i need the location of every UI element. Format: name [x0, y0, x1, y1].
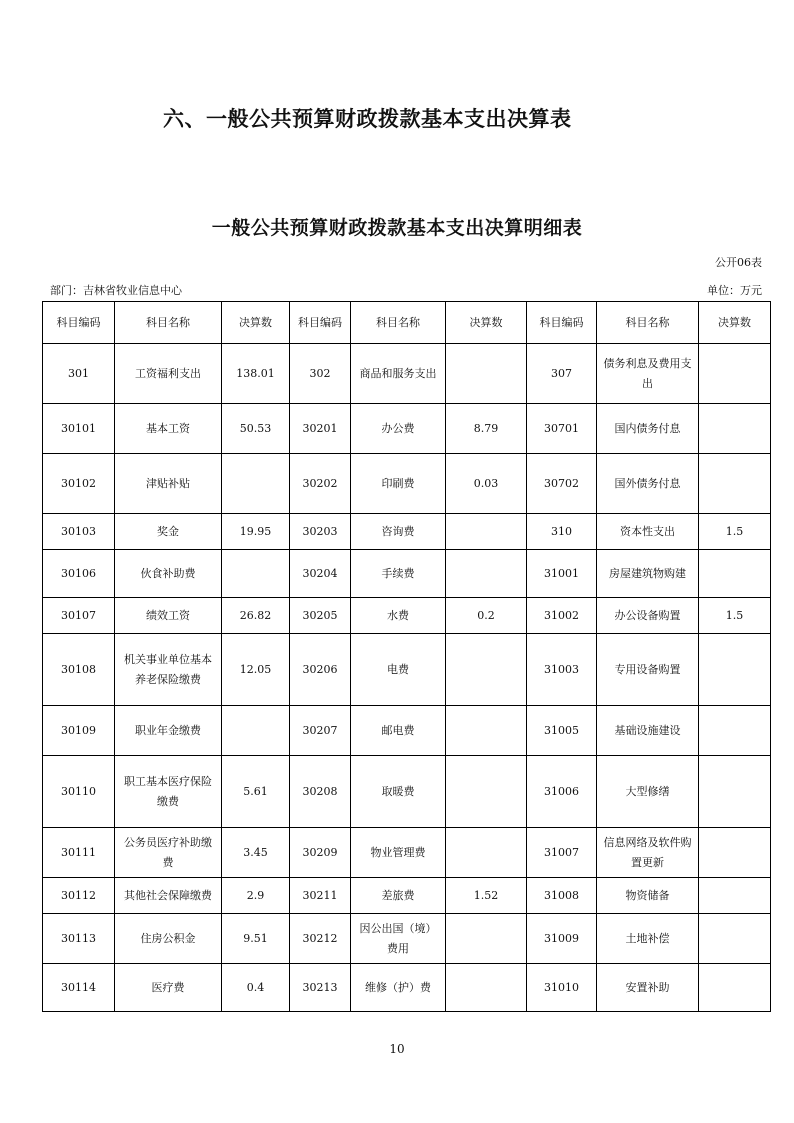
amount-cell: [699, 634, 771, 706]
column-header: 科目名称: [115, 302, 222, 344]
amount-cell: [699, 706, 771, 756]
code-cell: 30103: [43, 514, 115, 550]
code-cell: 30109: [43, 706, 115, 756]
amount-cell: 2.9: [222, 878, 290, 914]
name-cell: 手续费: [351, 550, 446, 598]
name-cell: 办公费: [351, 404, 446, 454]
code-cell: 30205: [290, 598, 351, 634]
name-cell: 差旅费: [351, 878, 446, 914]
code-cell: 31002: [527, 598, 597, 634]
table-row: [43, 344, 771, 404]
unit-label: 单位：万元: [707, 284, 762, 297]
name-cell: 住房公积金: [115, 914, 222, 964]
name-cell: 职工基本医疗保险缴费: [115, 756, 222, 828]
name-cell: 基本工资: [115, 404, 222, 454]
department-label: 部门：吉林省牧业信息中心: [50, 284, 182, 297]
name-cell: 信息网络及软件购置更新: [597, 828, 699, 878]
table-title: 一般公共预算财政拨款基本支出决算明细表: [211, 217, 583, 239]
code-cell: 31001: [527, 550, 597, 598]
name-cell: 咨询费: [351, 514, 446, 550]
name-cell: 因公出国（境）费用: [351, 914, 446, 964]
name-cell: 专用设备购置: [597, 634, 699, 706]
amount-cell: [446, 344, 527, 404]
name-cell: 维修（护）费: [351, 964, 446, 1012]
code-cell: 31010: [527, 964, 597, 1012]
code-cell: 30202: [290, 454, 351, 514]
name-cell: 工资福利支出: [115, 344, 222, 404]
column-header: 决算数: [222, 302, 290, 344]
name-cell: 公务员医疗补助缴费: [115, 828, 222, 878]
name-cell: 房屋建筑物购建: [597, 550, 699, 598]
code-cell: 31007: [527, 828, 597, 878]
table-row: [43, 514, 771, 550]
name-cell: 电费: [351, 634, 446, 706]
amount-cell: 138.01: [222, 344, 290, 404]
code-cell: 302: [290, 344, 351, 404]
table-row: [43, 756, 771, 828]
amount-cell: 26.82: [222, 598, 290, 634]
name-cell: 机关事业单位基本养老保险缴费: [115, 634, 222, 706]
name-cell: 安置补助: [597, 964, 699, 1012]
table-row: [43, 634, 771, 706]
amount-cell: 0.03: [446, 454, 527, 514]
table-row: [43, 828, 771, 878]
name-cell: 津贴补贴: [115, 454, 222, 514]
name-cell: 办公设备购置: [597, 598, 699, 634]
name-cell: 资本性支出: [597, 514, 699, 550]
name-cell: 大型修缮: [597, 756, 699, 828]
amount-cell: 1.5: [699, 514, 771, 550]
code-cell: 30701: [527, 404, 597, 454]
code-cell: 30114: [43, 964, 115, 1012]
code-cell: 30211: [290, 878, 351, 914]
name-cell: 伙食补助费: [115, 550, 222, 598]
amount-cell: [222, 706, 290, 756]
amount-cell: 50.53: [222, 404, 290, 454]
name-cell: 商品和服务支出: [351, 344, 446, 404]
code-cell: 310: [527, 514, 597, 550]
amount-cell: 9.51: [222, 914, 290, 964]
budget-table: [42, 301, 771, 1012]
table-row: [43, 550, 771, 598]
table-row: [43, 404, 771, 454]
column-header: 决算数: [446, 302, 527, 344]
table-header-row: [43, 302, 771, 344]
amount-cell: [699, 404, 771, 454]
amount-cell: 1.52: [446, 878, 527, 914]
code-cell: 30107: [43, 598, 115, 634]
amount-cell: 5.61: [222, 756, 290, 828]
name-cell: 国外债务付息: [597, 454, 699, 514]
column-header: 科目编码: [43, 302, 115, 344]
amount-cell: [446, 828, 527, 878]
name-cell: 其他社会保障缴费: [115, 878, 222, 914]
name-cell: 水费: [351, 598, 446, 634]
code-cell: 30108: [43, 634, 115, 706]
table-row: [43, 706, 771, 756]
amount-cell: 3.45: [222, 828, 290, 878]
amount-cell: [699, 344, 771, 404]
amount-cell: [446, 914, 527, 964]
code-cell: 307: [527, 344, 597, 404]
amount-cell: 12.05: [222, 634, 290, 706]
amount-cell: [446, 514, 527, 550]
table-row: [43, 598, 771, 634]
name-cell: 物资储备: [597, 878, 699, 914]
name-cell: 基础设施建设: [597, 706, 699, 756]
amount-cell: [222, 454, 290, 514]
amount-cell: [446, 634, 527, 706]
page-title: 六、一般公共预算财政拨款基本支出决算表: [163, 107, 572, 131]
code-cell: 30212: [290, 914, 351, 964]
amount-cell: [699, 914, 771, 964]
code-cell: 30702: [527, 454, 597, 514]
column-header: 科目名称: [597, 302, 699, 344]
code-cell: 30113: [43, 914, 115, 964]
amount-cell: [446, 706, 527, 756]
code-cell: 30207: [290, 706, 351, 756]
name-cell: 国内债务付息: [597, 404, 699, 454]
code-cell: 30201: [290, 404, 351, 454]
name-cell: 奖金: [115, 514, 222, 550]
code-cell: 30101: [43, 404, 115, 454]
name-cell: 邮电费: [351, 706, 446, 756]
code-cell: 30203: [290, 514, 351, 550]
name-cell: 医疗费: [115, 964, 222, 1012]
amount-cell: 0.4: [222, 964, 290, 1012]
code-cell: 30111: [43, 828, 115, 878]
code-cell: 30102: [43, 454, 115, 514]
amount-cell: 0.2: [446, 598, 527, 634]
amount-cell: 8.79: [446, 404, 527, 454]
amount-cell: 1.5: [699, 598, 771, 634]
code-cell: 30213: [290, 964, 351, 1012]
code-cell: 30110: [43, 756, 115, 828]
code-cell: 31008: [527, 878, 597, 914]
code-cell: 31003: [527, 634, 597, 706]
table-row: [43, 964, 771, 1012]
column-header: 科目编码: [527, 302, 597, 344]
name-cell: 债务利息及费用支出: [597, 344, 699, 404]
code-cell: 30206: [290, 634, 351, 706]
code-cell: 30204: [290, 550, 351, 598]
amount-cell: [699, 964, 771, 1012]
page-number: 10: [389, 1042, 405, 1056]
table-row: [43, 878, 771, 914]
code-cell: 31006: [527, 756, 597, 828]
amount-cell: 19.95: [222, 514, 290, 550]
code-cell: 30208: [290, 756, 351, 828]
name-cell: 职业年金缴费: [115, 706, 222, 756]
code-cell: 30209: [290, 828, 351, 878]
amount-cell: [446, 550, 527, 598]
code-cell: 30106: [43, 550, 115, 598]
amount-cell: [699, 878, 771, 914]
amount-cell: [699, 454, 771, 514]
amount-cell: [699, 756, 771, 828]
amount-cell: [222, 550, 290, 598]
amount-cell: [699, 550, 771, 598]
column-header: 科目编码: [290, 302, 351, 344]
column-header: 科目名称: [351, 302, 446, 344]
form-number: 公开06表: [715, 256, 762, 269]
code-cell: 31009: [527, 914, 597, 964]
amount-cell: [446, 756, 527, 828]
name-cell: 物业管理费: [351, 828, 446, 878]
code-cell: 30112: [43, 878, 115, 914]
name-cell: 绩效工资: [115, 598, 222, 634]
column-header: 决算数: [699, 302, 771, 344]
code-cell: 301: [43, 344, 115, 404]
code-cell: 31005: [527, 706, 597, 756]
amount-cell: [446, 964, 527, 1012]
name-cell: 土地补偿: [597, 914, 699, 964]
table-row: [43, 454, 771, 514]
amount-cell: [699, 828, 771, 878]
name-cell: 取暖费: [351, 756, 446, 828]
name-cell: 印刷费: [351, 454, 446, 514]
table-row: [43, 914, 771, 964]
